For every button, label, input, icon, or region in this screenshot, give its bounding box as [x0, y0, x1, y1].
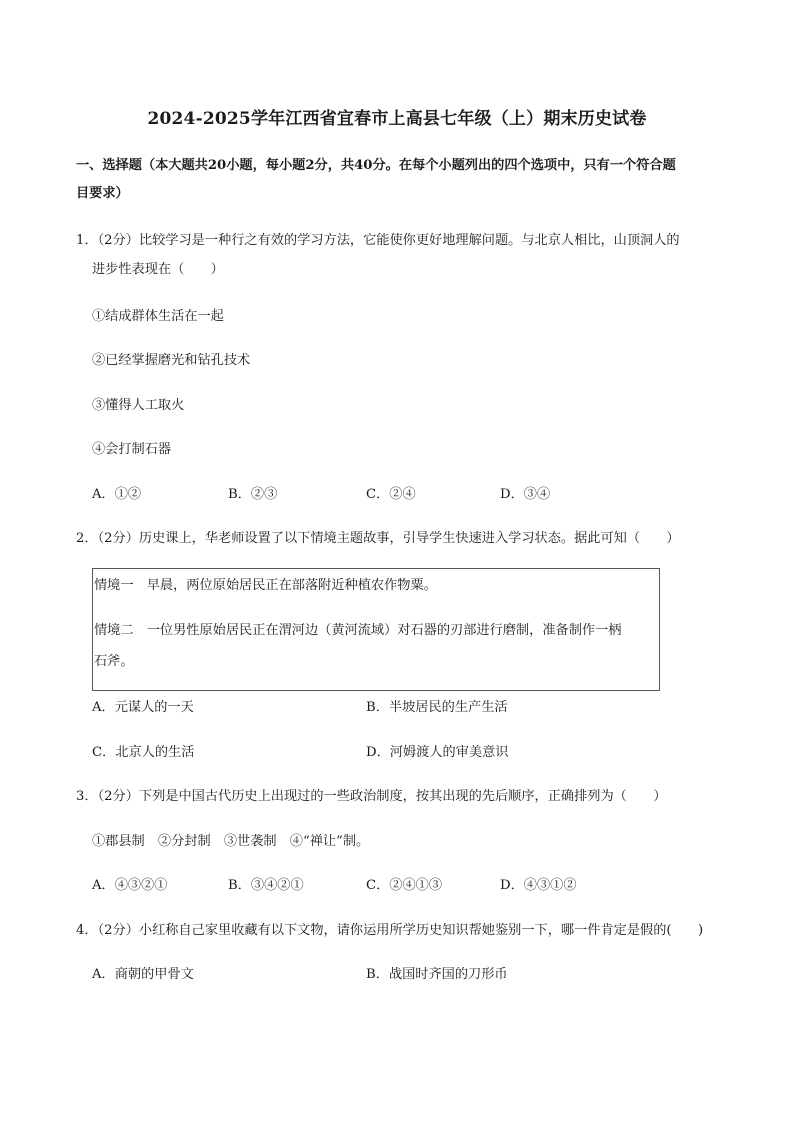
question-2-option-c[interactable]: C．北京人的生活 [92, 745, 195, 760]
section-heading-line2: 目要求） [76, 186, 129, 201]
scenario-row-2: 情境二 一位男性原始居民正在渭河边（黄河流域）对石器的刃部进行磨制，准备制作一柄 [94, 623, 622, 638]
question-4-option-a[interactable]: A．商朝的甲骨文 [92, 967, 194, 982]
scenario-row-1: 情境一 早晨，两位原始居民正在部落附近种植农作物粟。 [94, 578, 437, 593]
question-3-stem: 3．（2分）下列是中国古代历史上出现过的一些政治制度，按其出现的先后顺序，正确排列为（ ） [76, 789, 667, 804]
question-2-option-a[interactable]: A．元谋人的一天 [92, 700, 194, 715]
question-1-item-2: ②已经掌握磨光和钻孔技术 [92, 353, 251, 368]
question-2-option-b[interactable]: B．半坡居民的生产生活 [366, 700, 508, 715]
question-1-stem-line1: 1．（2分）比较学习是一种行之有效的学习方法，它能使你更好地理解问题。与北京人相比，山顶洞人的 [76, 233, 680, 248]
scenario-row-3: 石斧。 [94, 654, 134, 669]
question-3-option-d[interactable]: D．④③①② [500, 878, 577, 893]
question-1-option-a[interactable]: A．①② [92, 487, 142, 502]
question-3-option-a[interactable]: A．④③②① [92, 878, 168, 893]
question-2-stem: 2．（2分）历史课上，华老师设置了以下情境主题故事，引导学生快速进入学习状态。据此可知（ ） [76, 531, 680, 546]
question-3-option-c[interactable]: C．②④①③ [366, 878, 443, 893]
question-1-option-b[interactable]: B．②③ [228, 487, 278, 502]
question-3-option-b[interactable]: B．③④②① [228, 878, 304, 893]
section-heading-line1: 一、选择题（本大题共20小题，每小题2分，共40分。在每个小题列出的四个选项中，只有一个符合题 [76, 158, 676, 173]
question-1-option-c[interactable]: C．②④ [366, 487, 416, 502]
exam-title: 2024-2025学年江西省宜春市上高县七年级（上）期末历史试卷 [147, 109, 647, 129]
question-1-item-3: ③懂得人工取火 [92, 398, 185, 413]
question-1-item-4: ④会打制石器 [92, 442, 172, 457]
question-1-item-1: ①结成群体生活在一起 [92, 309, 224, 324]
question-1-stem-line2: 进步性表现在（ ） [92, 262, 224, 277]
question-4-stem: 4．（2分）小红称自己家里收藏有以下文物，请你运用所学历史知识帮她鉴别一下，哪一件肯定是假的( ) [76, 923, 704, 938]
question-1-option-d[interactable]: D．③④ [500, 487, 551, 502]
question-3-items: ①郡县制 ②分封制 ③世袭制 ④“禅让”制。 [92, 834, 370, 849]
question-2-option-d[interactable]: D．河姆渡人的审美意识 [366, 745, 509, 760]
question-4-option-b[interactable]: B．战国时齐国的刀形币 [366, 967, 508, 982]
